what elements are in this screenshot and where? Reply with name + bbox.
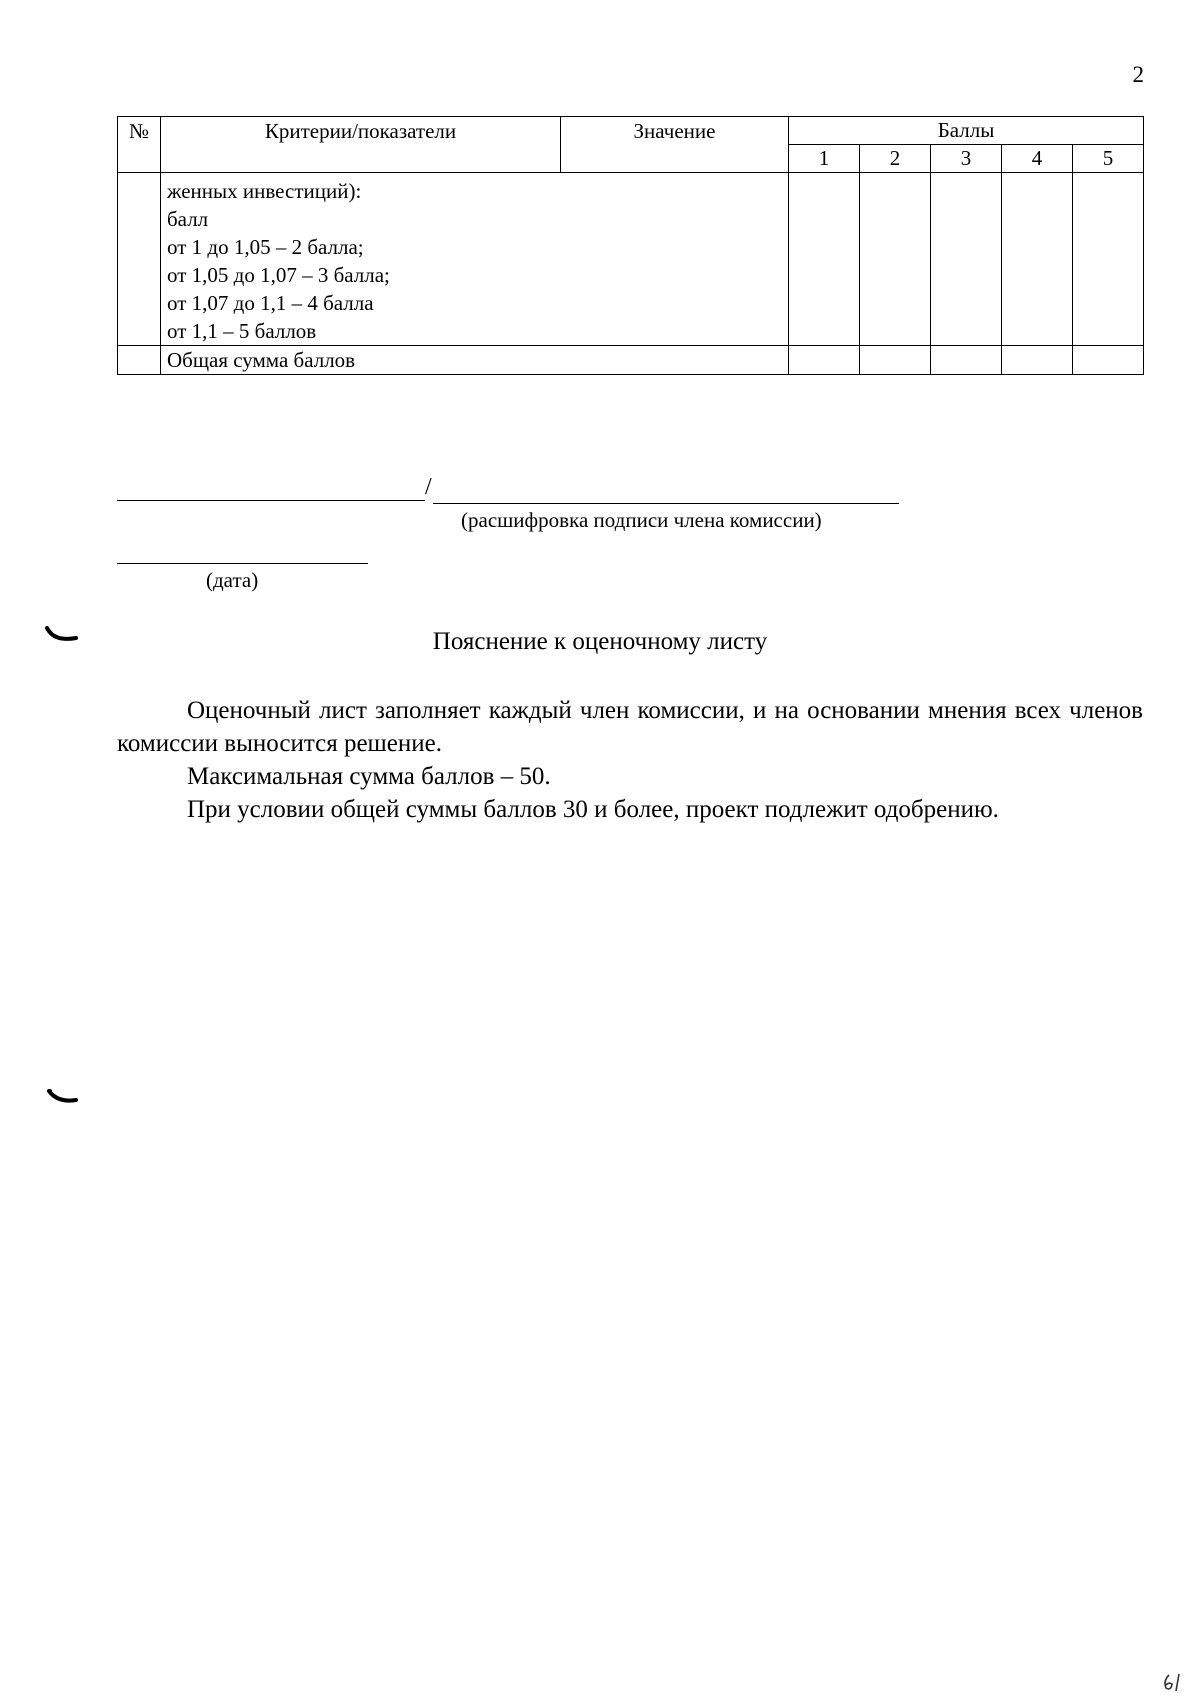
punch-hole-mark xyxy=(44,626,80,644)
header-scores: Баллы xyxy=(789,117,1144,145)
score-cell xyxy=(1002,346,1073,375)
row-num-cell xyxy=(118,173,161,346)
table-header-row xyxy=(118,117,1144,145)
criteria-line: от 1 до 1,05 – 2 балла; xyxy=(167,235,364,259)
signature-decode-caption: (расшифровка подписи члена комиссии) xyxy=(461,508,822,532)
criteria-line: от 1,05 до 1,07 – 3 балла; xyxy=(167,263,390,287)
explanation-paragraph: Оценочный лист заполняет каждый член комиссии, и на основании мнения всех членов комиссии выносится решение. xyxy=(117,697,1143,757)
explanation-paragraph: При условии общей суммы баллов 30 и более, проект подлежит одобрению. xyxy=(187,796,999,823)
score-cell xyxy=(860,173,931,346)
score-cell xyxy=(1073,346,1144,375)
score-col-2: 2 xyxy=(860,145,931,173)
score-col-1: 1 xyxy=(789,145,860,173)
criteria-cell xyxy=(161,173,789,346)
header-num: № xyxy=(118,117,161,173)
score-cell xyxy=(931,346,1002,375)
score-cell xyxy=(931,173,1002,346)
table-row xyxy=(118,173,1144,346)
explanation-title: Пояснение к оценочному листу xyxy=(432,628,768,655)
total-label: Общая сумма баллов xyxy=(161,346,789,375)
date-caption: (дата) xyxy=(206,568,259,592)
page-number: 2 xyxy=(1132,62,1144,87)
explanation-text xyxy=(117,694,1143,826)
criteria-line: женных инвестиций): xyxy=(167,179,362,203)
signature-slash: / xyxy=(425,474,432,500)
total-row xyxy=(118,346,1144,375)
score-col-4: 4 xyxy=(1002,145,1073,173)
criteria-line: балл xyxy=(167,207,209,231)
score-cell xyxy=(1002,173,1073,346)
explanation-paragraph: Максимальная сумма баллов – 50. xyxy=(187,763,551,790)
score-col-3: 3 xyxy=(931,145,1002,173)
criteria-line: от 1,1 – 5 баллов xyxy=(167,319,317,343)
score-col-5: 5 xyxy=(1073,145,1144,173)
score-cell xyxy=(789,173,860,346)
handwritten-note xyxy=(1160,1670,1190,1695)
score-cell xyxy=(1073,173,1144,346)
criteria-table xyxy=(117,116,1144,375)
punch-hole-mark xyxy=(46,1088,80,1108)
date-line xyxy=(117,563,368,564)
row-num-cell xyxy=(118,346,161,375)
score-cell xyxy=(789,346,860,375)
criteria-line: от 1,07 до 1,1 – 4 балла xyxy=(167,291,374,315)
score-cell xyxy=(860,346,931,375)
signature-decode-line xyxy=(433,503,899,504)
header-value: Значение xyxy=(561,117,789,173)
signature-line xyxy=(117,500,425,501)
header-criteria: Критерии/показатели xyxy=(161,117,561,173)
